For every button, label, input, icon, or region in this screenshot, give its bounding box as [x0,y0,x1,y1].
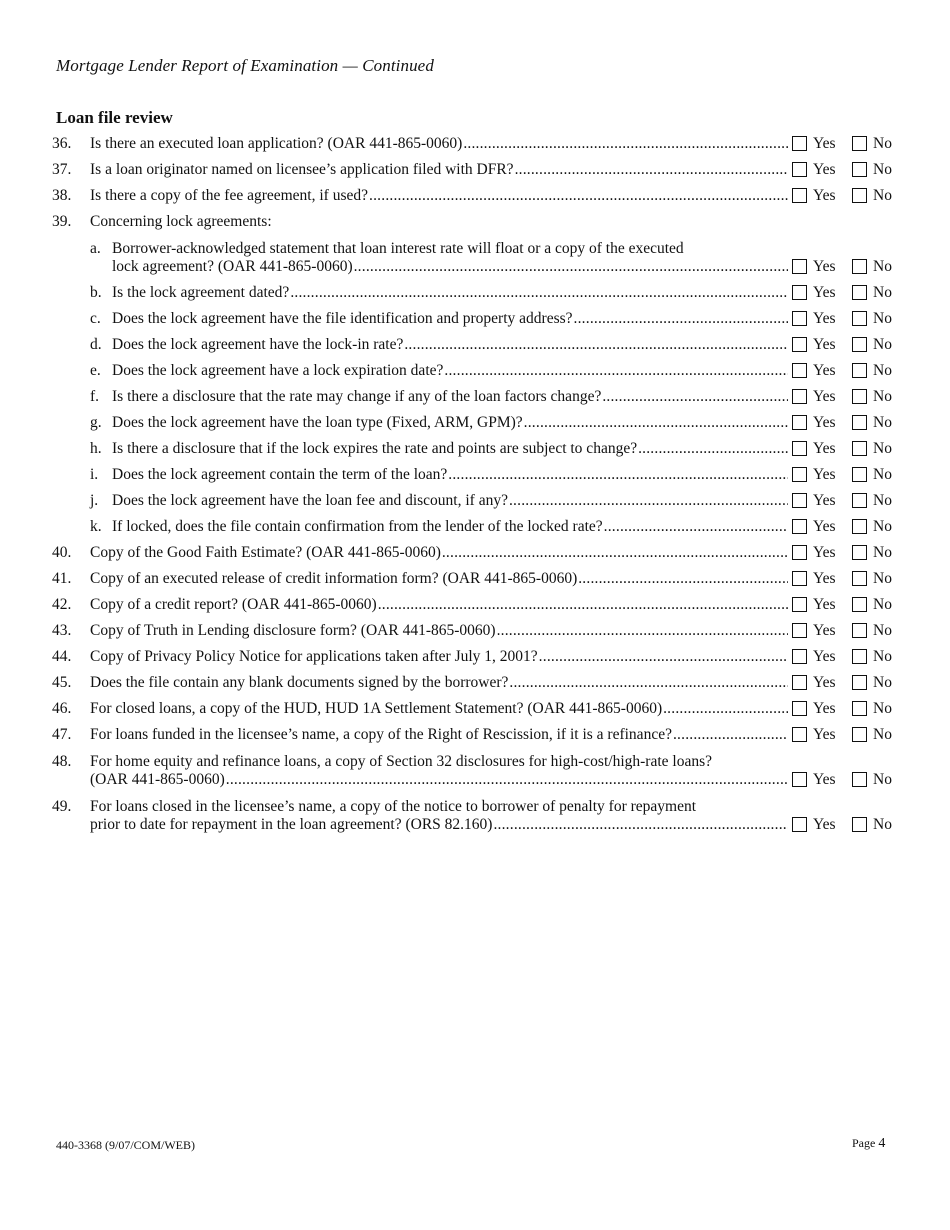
sub-question-row [0,490,950,516]
question-row [0,159,950,185]
sub-question-text: Does the lock agreement have the loan type (Fixed, ARM, GPM)? ..... [112,414,788,432]
checkbox-box[interactable] [792,389,807,404]
no-checkbox[interactable]: No [852,440,892,458]
no-checkbox[interactable]: No [852,135,892,153]
question-text: Copy of the Good Faith Estimate? (OAR 441-865-0060) ..... [90,544,788,562]
yes-checkbox[interactable]: Yes [792,414,836,432]
sub-question-text: Does the lock agreement have the lock-in rate? ..... [112,336,788,354]
question-number: 48. [52,753,72,770]
checkbox-box[interactable] [792,519,807,534]
checkbox-box[interactable] [852,311,867,326]
question-number: 39. [52,213,72,230]
question-number: 41. [52,570,72,587]
sub-question-row [0,237,950,282]
checkbox-box[interactable] [792,441,807,456]
checkbox-box[interactable] [792,337,807,352]
question-first-line: For loans closed in the licensee’s name, a copy of the notice to borrower of penalty for repayment [90,798,697,815]
sub-question-row [0,360,950,386]
sub-question-letter: k. [90,518,102,535]
yes-checkbox[interactable]: Yes [792,700,836,718]
yes-checkbox[interactable]: Yes [792,771,836,789]
question-row [0,133,950,159]
checkbox-box[interactable] [852,675,867,690]
checkbox-box[interactable] [792,772,807,787]
sub-question-row [0,308,950,334]
no-checkbox[interactable]: No [852,187,892,205]
sub-question-row [0,464,950,490]
no-checkbox[interactable]: No [852,816,892,834]
question-number: 44. [52,648,72,665]
sub-question-row [0,516,950,542]
no-checkbox[interactable]: No [852,544,892,562]
question-row [0,620,950,646]
checkbox-box[interactable] [852,136,867,151]
question-text: Is there an executed loan application? (OAR 441-865-0060) ..... [90,135,788,153]
checkbox-box[interactable] [852,441,867,456]
yes-checkbox[interactable]: Yes [792,726,836,744]
checkbox-box[interactable] [792,597,807,612]
no-checkbox[interactable]: No [852,362,892,380]
sub-question-letter: j. [90,492,99,509]
checkbox-box[interactable] [792,415,807,430]
question-text: Copy of an executed release of credit information form? (OAR 441-865-0060) ..... [90,570,788,588]
no-checkbox[interactable]: No [852,336,892,354]
yes-checkbox[interactable]: Yes [792,161,836,179]
yes-checkbox[interactable]: Yes [792,492,836,510]
checkbox-box[interactable] [792,727,807,742]
no-checkbox[interactable]: No [852,622,892,640]
question-row [0,211,950,237]
form-id: 440-3368 (9/07/COM/WEB) [56,1138,195,1152]
sub-question-letter: d. [90,336,102,353]
question-number: 43. [52,622,72,639]
question-row [0,568,950,594]
no-checkbox[interactable]: No [852,492,892,510]
sub-question-text: Is the lock agreement dated? ..... [112,284,788,302]
sub-question-letter: h. [90,440,102,457]
yes-checkbox[interactable]: Yes [792,388,836,406]
yes-checkbox[interactable]: Yes [792,284,836,302]
sub-question-text: Does the lock agreement have the loan fee and discount, if any? ..... [112,492,788,510]
checkbox-box[interactable] [792,285,807,300]
question-row [0,750,950,795]
question-text: Is a loan originator named on licensee’s application filed with DFR? ..... [90,161,788,179]
question-text: Copy of Privacy Policy Notice for applications taken after July 1, 2001? ..... [90,648,788,666]
checkbox-box[interactable] [792,675,807,690]
yes-checkbox[interactable]: Yes [792,816,836,834]
checkbox-box[interactable] [852,363,867,378]
sub-question-row [0,438,950,464]
checkbox-box[interactable] [792,649,807,664]
checkbox-box[interactable] [792,493,807,508]
question-text: Does the file contain any blank documents signed by the borrower? ..... [90,674,788,692]
checkbox-box[interactable] [852,285,867,300]
no-checkbox[interactable]: No [852,161,892,179]
checkbox-box[interactable] [852,701,867,716]
no-checkbox[interactable]: No [852,570,892,588]
sub-question-text: Does the lock agreement have the file identification and property address? ..... [112,310,788,328]
sub-question-letter: a. [90,240,101,257]
question-number: 47. [52,726,72,743]
checkbox-box[interactable] [792,363,807,378]
sub-question-letter: i. [90,466,99,483]
sub-question-text: Does the lock agreement have a lock expiration date? ..... [112,362,788,380]
yes-checkbox[interactable]: Yes [792,258,836,276]
checkbox-box[interactable] [852,817,867,832]
question-text: prior to date for repayment in the loan agreement? (ORS 82.160) ..... [90,816,788,834]
checkbox-box[interactable] [792,467,807,482]
section-title: Loan file review [56,108,173,127]
checkbox-box[interactable] [852,597,867,612]
sub-question-text: Does the lock agreement contain the term of the loan? ..... [112,466,788,484]
checkbox-box[interactable] [852,259,867,274]
question-text: Concerning lock agreements: [90,213,272,230]
checkbox-box[interactable] [852,188,867,203]
question-number: 45. [52,674,72,691]
sub-question-first-line: Borrower-acknowledged statement that loan interest rate will float or a copy of the executed [112,240,684,257]
report-header: Mortgage Lender Report of Examination — Continued [56,56,434,75]
no-checkbox[interactable]: No [852,596,892,614]
question-text: For loans funded in the licensee’s name, a copy of the Right of Rescission, if it is a refinance? ..... [90,726,788,744]
question-text: Is there a copy of the fee agreement, if used? ..... [90,187,788,205]
sub-question-letter: g. [90,414,102,431]
checkbox-box[interactable] [852,519,867,534]
checkbox-box[interactable] [792,571,807,586]
no-checkbox[interactable]: No [852,700,892,718]
checkbox-box[interactable] [852,415,867,430]
yes-checkbox[interactable]: Yes [792,310,836,328]
question-row [0,594,950,620]
no-checkbox[interactable]: No [852,674,892,692]
question-number: 42. [52,596,72,613]
question-first-line: For home equity and refinance loans, a copy of Section 32 disclosures for high-cost/high-rate loans? [90,753,712,770]
question-row [0,646,950,672]
no-checkbox[interactable]: No [852,648,892,666]
question-row [0,672,950,698]
yes-checkbox[interactable]: Yes [792,518,836,536]
sub-question-row [0,412,950,438]
sub-question-text: If locked, does the file contain confirmation from the lender of the locked rate? ..... [112,518,788,536]
no-checkbox[interactable]: No [852,258,892,276]
sub-question-row [0,334,950,360]
sub-question-row [0,282,950,308]
no-checkbox[interactable]: No [852,466,892,484]
yes-checkbox[interactable]: Yes [792,622,836,640]
question-text: Copy of a credit report? (OAR 441-865-0060) ..... [90,596,788,614]
question-row [0,795,950,840]
yes-checkbox[interactable]: Yes [792,596,836,614]
checkbox-box[interactable] [792,817,807,832]
checkbox-box[interactable] [852,649,867,664]
question-number: 36. [52,135,72,152]
no-checkbox[interactable]: No [852,388,892,406]
checkbox-box[interactable] [852,389,867,404]
yes-checkbox[interactable]: Yes [792,544,836,562]
question-row [0,724,950,750]
question-number: 38. [52,187,72,204]
no-checkbox[interactable]: No [852,771,892,789]
sub-question-letter: e. [90,362,101,379]
checkbox-box[interactable] [852,162,867,177]
question-row [0,542,950,568]
yes-checkbox[interactable]: Yes [792,570,836,588]
page-number: Page 4 [852,1136,886,1151]
checkbox-box[interactable] [852,467,867,482]
checkbox-box[interactable] [852,623,867,638]
question-text: (OAR 441-865-0060) ..... [90,771,788,789]
checkbox-box[interactable] [852,337,867,352]
checkbox-box[interactable] [792,701,807,716]
question-number: 40. [52,544,72,561]
question-text: Copy of Truth in Lending disclosure form? (OAR 441-865-0060) ..... [90,622,788,640]
sub-question-letter: b. [90,284,102,301]
sub-question-text: Is there a disclosure that the rate may change if any of the loan factors change? ..... [112,388,788,406]
sub-question-row [0,386,950,412]
sub-question-letter: c. [90,310,101,327]
question-number: 46. [52,700,72,717]
question-row [0,185,950,211]
sub-question-text: lock agreement? (OAR 441-865-0060) ..... [112,258,788,276]
question-number: 49. [52,798,72,815]
no-checkbox[interactable]: No [852,310,892,328]
checkbox-box[interactable] [792,188,807,203]
checkbox-box[interactable] [852,571,867,586]
yes-checkbox[interactable]: Yes [792,440,836,458]
yes-checkbox[interactable]: Yes [792,674,836,692]
no-checkbox[interactable]: No [852,726,892,744]
question-row [0,698,950,724]
yes-checkbox[interactable]: Yes [792,648,836,666]
sub-question-letter: f. [90,388,100,405]
sub-question-text: Is there a disclosure that if the lock expires the rate and points are subject to change? ..... [112,440,788,458]
checkbox-box[interactable] [852,727,867,742]
yes-checkbox[interactable]: Yes [792,187,836,205]
checkbox-box[interactable] [852,772,867,787]
no-checkbox[interactable]: No [852,414,892,432]
yes-checkbox[interactable]: Yes [792,362,836,380]
question-text: For closed loans, a copy of the HUD, HUD 1A Settlement Statement? (OAR 441-865-0060) ..... [90,700,788,718]
question-number: 37. [52,161,72,178]
checkbox-box[interactable] [792,623,807,638]
checkbox-box[interactable] [792,162,807,177]
yes-checkbox[interactable]: Yes [792,135,836,153]
question-list [0,133,950,840]
checkbox-box[interactable] [852,545,867,560]
yes-checkbox[interactable]: Yes [792,336,836,354]
checkbox-box[interactable] [792,545,807,560]
yes-checkbox[interactable]: Yes [792,466,836,484]
checkbox-box[interactable] [792,259,807,274]
no-checkbox[interactable]: No [852,518,892,536]
checkbox-box[interactable] [852,493,867,508]
checkbox-box[interactable] [792,136,807,151]
no-checkbox[interactable]: No [852,284,892,302]
checkbox-box[interactable] [792,311,807,326]
